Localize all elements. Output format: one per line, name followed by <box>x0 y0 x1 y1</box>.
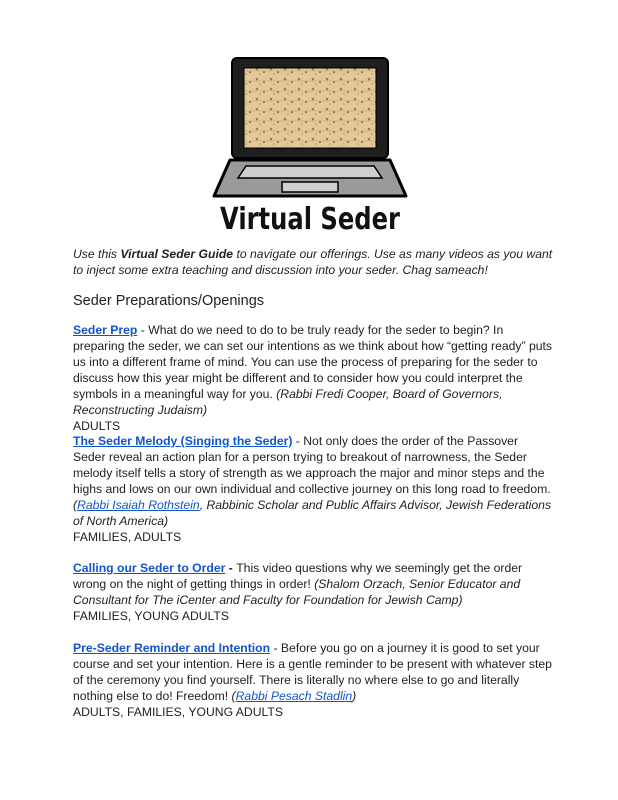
entry-description: Not only does the order of the Passover Seder reveal an action plan for a person trying to breakout of narrowness, the Seder melody itself tells a story of strength as we approach the major and minor steps and the highs and lows on our own individual and collective journey on this long road to freedom. <box>73 434 551 496</box>
logo-title: Virtual Seder <box>220 202 401 237</box>
entry-calling-seder-to-order <box>73 560 553 624</box>
virtual-seder-logo <box>212 56 408 237</box>
entry-audience: ADULTS, FAMILIES, YOUNG ADULTS <box>73 705 283 719</box>
entry-separator: - <box>270 641 281 655</box>
entry-audience: ADULTS <box>73 419 121 433</box>
entry-seder-melody <box>73 433 553 545</box>
entry-citation-rest: , Rabbinic Scholar and Public Affairs Advisor, Jewish Federations of North America) <box>73 498 552 528</box>
pre-seder-reminder-link[interactable]: Pre-Seder Reminder and Intention <box>73 641 271 655</box>
entry-seder-prep <box>73 322 553 434</box>
calling-seder-to-order-link[interactable]: Calling our Seder to Order <box>73 561 226 575</box>
entry-citation-close: ) <box>352 689 357 703</box>
intro-text-before: Use this <box>73 247 121 261</box>
entry-separator: - <box>225 561 237 575</box>
entry-separator: - <box>137 323 149 337</box>
seder-prep-link[interactable]: Seder Prep <box>73 323 138 337</box>
intro-paragraph <box>73 246 553 278</box>
entry-pre-seder-reminder <box>73 640 553 720</box>
intro-guide-name: Virtual Seder Guide <box>120 247 234 261</box>
seder-melody-link[interactable]: The Seder Melody (Singing the Seder) <box>73 434 293 448</box>
entry-description: What do we need to do to be truly ready for the seder to begin? In preparing the seder, we can set our intentions as we think about how “getting ready” puts us into a different frame of mind. You can use the process of preparing for the seder to discuss how this year might be different and to consider how you could interpret the symbols in a meaningful way for you. <box>73 323 552 401</box>
entry-description: This video questions why we seemingly get the order wrong on the night of getting things in order! <box>73 561 523 591</box>
rabbi-pesach-stadlin-link[interactable]: Rabbi Pesach Stadlin <box>235 689 353 703</box>
entry-description: Before you go on a journey it is good to set your course and set your intention. Here is a gentle reminder to be present with whatever step of the ceremony you find yourself. There is literally no where else to go and literally nothing else to do! Freedom! <box>73 641 552 703</box>
entry-separator: - <box>292 434 304 448</box>
entry-audience: FAMILIES, ADULTS <box>73 530 182 544</box>
rabbi-isaiah-rothstein-link[interactable]: Rabbi Isaiah Rothstein <box>77 498 200 512</box>
entry-audience: FAMILIES, YOUNG ADULTS <box>73 609 229 623</box>
entry-citation-open: ( <box>73 498 78 512</box>
entry-citation: (Shalom Orzach, Senior Educator and Consultant for The iCenter and Faculty for Foundation for Jewish Camp) <box>73 577 521 607</box>
entry-citation: (Rabbi Fredi Cooper, Board of Governors, Reconstructing Judaism) <box>73 387 503 417</box>
intro-text-after: to navigate our offerings. Use as many videos as you want to inject some extra teaching and discussion into your seder. Chag sameach! <box>73 247 553 277</box>
section-heading: Seder Preparations/Openings <box>73 293 265 309</box>
entry-citation-open: ( <box>231 689 236 703</box>
